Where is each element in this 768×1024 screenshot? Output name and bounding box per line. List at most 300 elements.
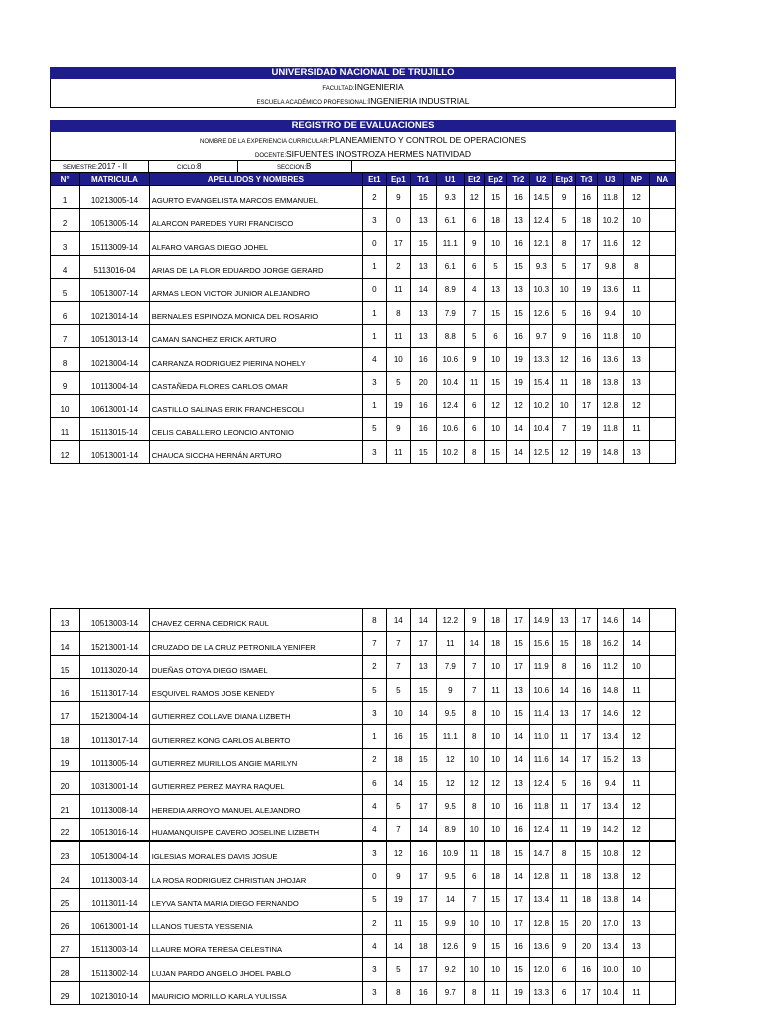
u2-cell: 9.7: [530, 325, 553, 348]
tr2-cell: 19: [507, 371, 530, 394]
tr3-cell: 19: [576, 818, 598, 841]
np-cell: 12: [623, 725, 649, 748]
table-row: [51, 632, 676, 655]
table-row: [51, 795, 676, 818]
ep2-cell: 15: [484, 888, 507, 911]
student-name-cell: HEREDIA ARROYO MANUEL ALEJANDRO: [149, 795, 362, 818]
ep2-cell: 10: [484, 958, 507, 981]
u1-cell: 8.8: [436, 325, 464, 348]
course-value: PLANEAMIENTO Y CONTROL DE OPERACIONES: [329, 135, 527, 145]
u1-cell: 9.5: [436, 795, 464, 818]
tr3-cell: 19: [576, 417, 598, 440]
np-cell: 11: [623, 417, 649, 440]
u3-cell: 17.0: [597, 911, 623, 934]
u3-cell: 14.6: [597, 702, 623, 725]
course-label: NOMBRE DE LA EXPERIENCIA CURRICULAR:: [199, 139, 330, 145]
u2-cell: 15.6: [530, 632, 553, 655]
student-name-cell: ARIAS DE LA FLOR EDUARDO JORGE GERARD: [149, 255, 362, 278]
ep1-cell: 8: [386, 301, 410, 324]
u2-cell: 14.7: [530, 841, 553, 864]
tr1-cell: 14: [410, 609, 436, 632]
tr2-cell: 14: [507, 865, 530, 888]
ep2-cell: 15: [484, 441, 507, 464]
student-name-cell: GUTIERREZ KONG CARLOS ALBERTO: [149, 725, 362, 748]
na-cell: [649, 888, 675, 911]
et2-cell: 10: [464, 911, 484, 934]
row-number-cell: 10: [51, 394, 80, 417]
row-number-cell: 23: [51, 841, 80, 864]
table-row: [51, 841, 676, 864]
student-id-cell: 10513013-14: [80, 325, 150, 348]
row-number-cell: 26: [51, 911, 80, 934]
u1-cell: 9.3: [436, 186, 464, 209]
column-header: Ep1: [386, 173, 410, 186]
tr1-cell: 13: [410, 255, 436, 278]
ep1-cell: 10: [386, 702, 410, 725]
na-cell: [649, 209, 675, 232]
u1-cell: 9.7: [436, 981, 464, 1004]
student-id-cell: 10113003-14: [80, 865, 150, 888]
column-header: U1: [436, 173, 464, 186]
tr1-cell: 15: [410, 232, 436, 255]
tr1-cell: 16: [410, 348, 436, 371]
u2-cell: 12.8: [530, 911, 553, 934]
u3-cell: 10.2: [597, 209, 623, 232]
ep1-cell: 5: [386, 958, 410, 981]
table-row: [51, 301, 676, 324]
tr1-cell: 16: [410, 841, 436, 864]
school-value: INGENIERIA INDUSTRIAL: [367, 96, 470, 106]
etp3-cell: 10: [553, 278, 576, 301]
et1-cell: 5: [362, 417, 386, 440]
na-cell: [649, 795, 675, 818]
et2-cell: 12: [464, 772, 484, 795]
tr2-cell: 17: [507, 888, 530, 911]
u1-cell: 6.1: [436, 209, 464, 232]
ep2-cell: 18: [484, 209, 507, 232]
u2-cell: 10.3: [530, 278, 553, 301]
etp3-cell: 5: [553, 255, 576, 278]
et1-cell: 0: [362, 232, 386, 255]
u2-cell: 12.5: [530, 441, 553, 464]
etp3-cell: 13: [553, 609, 576, 632]
course-line: [51, 134, 675, 148]
table-row: [51, 911, 676, 934]
et2-cell: 6: [464, 255, 484, 278]
table-row: [51, 865, 676, 888]
column-header: Ep2: [484, 173, 507, 186]
column-header: Et2: [464, 173, 484, 186]
ep1-cell: 5: [386, 678, 410, 701]
tr2-cell: 14: [507, 441, 530, 464]
et1-cell: 3: [362, 958, 386, 981]
student-name-cell: GUTIERREZ PEREZ MAYRA RAQUEL: [149, 772, 362, 795]
np-cell: 14: [623, 888, 649, 911]
row-number-cell: 3: [51, 232, 80, 255]
faculty-block: [50, 79, 676, 108]
tr3-cell: 17: [576, 748, 598, 771]
ep2-cell: 10: [484, 725, 507, 748]
etp3-cell: 5: [553, 772, 576, 795]
et1-cell: 4: [362, 935, 386, 958]
ep2-cell: 15: [484, 301, 507, 324]
tr3-cell: 18: [576, 888, 598, 911]
na-cell: [649, 371, 675, 394]
etp3-cell: 11: [553, 818, 576, 841]
u1-cell: 8.9: [436, 818, 464, 841]
etp3-cell: 12: [553, 348, 576, 371]
tr2-cell: 16: [507, 186, 530, 209]
student-name-cell: GUTIERREZ COLLAVE DIANA LIZBETH: [149, 702, 362, 725]
student-id-cell: 15113017-14: [80, 678, 150, 701]
np-cell: 13: [623, 911, 649, 934]
tr1-cell: 13: [410, 301, 436, 324]
u2-cell: 12.4: [530, 209, 553, 232]
tr3-cell: 16: [576, 772, 598, 795]
na-cell: [649, 255, 675, 278]
etp3-cell: 11: [553, 371, 576, 394]
et2-cell: 7: [464, 301, 484, 324]
student-name-cell: HUAMANQUISPE CAVERO JOSELINE LIZBETH: [149, 818, 362, 841]
u1-cell: 9.9: [436, 911, 464, 934]
ep2-cell: 15: [484, 935, 507, 958]
np-cell: 13: [623, 441, 649, 464]
etp3-cell: 11: [553, 795, 576, 818]
na-cell: [649, 772, 675, 795]
ep2-cell: 11: [484, 678, 507, 701]
np-cell: 14: [623, 632, 649, 655]
cycle-value: 8: [197, 162, 202, 171]
tr2-cell: 19: [507, 348, 530, 371]
et1-cell: 2: [362, 655, 386, 678]
u1-cell: 10.2: [436, 441, 464, 464]
na-cell: [649, 232, 675, 255]
u2-cell: 13.3: [530, 348, 553, 371]
student-name-cell: GUTIERREZ MURILLOS ANGIE MARILYN: [149, 748, 362, 771]
tr2-cell: 16: [507, 795, 530, 818]
na-cell: [649, 394, 675, 417]
table-row: [51, 394, 676, 417]
u3-cell: 14.6: [597, 609, 623, 632]
et1-cell: 3: [362, 441, 386, 464]
student-id-cell: 10213005-14: [80, 186, 150, 209]
np-cell: 10: [623, 301, 649, 324]
school-label: ESCUELA ACADÉMICO PROFESIONAL:: [256, 100, 368, 106]
ep2-cell: 10: [484, 702, 507, 725]
u3-cell: 13.8: [597, 371, 623, 394]
et2-cell: 9: [464, 232, 484, 255]
student-id-cell: 10613001-14: [80, 911, 150, 934]
student-id-cell: 5113016-04: [80, 255, 150, 278]
student-id-cell: 10113017-14: [80, 725, 150, 748]
ep1-cell: 8: [386, 981, 410, 1004]
u1-cell: 10.6: [436, 417, 464, 440]
etp3-cell: 8: [553, 841, 576, 864]
u1-cell: 11.1: [436, 725, 464, 748]
na-cell: [649, 417, 675, 440]
np-cell: 10: [623, 209, 649, 232]
etp3-cell: 15: [553, 632, 576, 655]
np-cell: 12: [623, 232, 649, 255]
table-row: [51, 209, 676, 232]
ep1-cell: 7: [386, 632, 410, 655]
tr1-cell: 18: [410, 935, 436, 958]
row-number-cell: 27: [51, 935, 80, 958]
student-id-cell: 10513005-14: [80, 209, 150, 232]
et2-cell: 11: [464, 371, 484, 394]
et1-cell: 0: [362, 278, 386, 301]
etp3-cell: 11: [553, 865, 576, 888]
faculty-label: FACULTAD:: [322, 86, 355, 92]
table-row: [51, 325, 676, 348]
et2-cell: 9: [464, 348, 484, 371]
u1-cell: 12.6: [436, 935, 464, 958]
row-number-cell: 25: [51, 888, 80, 911]
u1-cell: 10.6: [436, 348, 464, 371]
tr2-cell: 19: [507, 981, 530, 1004]
tr3-cell: 16: [576, 958, 598, 981]
column-header: NA: [649, 173, 675, 186]
u3-cell: 11.6: [597, 232, 623, 255]
et1-cell: 1: [362, 255, 386, 278]
et1-cell: 4: [362, 795, 386, 818]
tr2-cell: 13: [507, 278, 530, 301]
ep2-cell: 5: [484, 255, 507, 278]
u3-cell: 10.4: [597, 981, 623, 1004]
tr1-cell: 17: [410, 795, 436, 818]
ep2-cell: 13: [484, 278, 507, 301]
u2-cell: 11.6: [530, 748, 553, 771]
table-row: [51, 772, 676, 795]
table-row: [51, 678, 676, 701]
na-cell: [649, 186, 675, 209]
tr1-cell: 16: [410, 417, 436, 440]
column-header: NP: [623, 173, 649, 186]
student-name-cell: BERNALES ESPINOZA MONICA DEL ROSARIO: [149, 301, 362, 324]
u1-cell: 12: [436, 748, 464, 771]
student-name-cell: ESQUIVEL RAMOS JOSE KENEDY: [149, 678, 362, 701]
np-cell: 12: [623, 394, 649, 417]
tr2-cell: 12: [507, 394, 530, 417]
u3-cell: 11.8: [597, 186, 623, 209]
row-number-cell: 29: [51, 981, 80, 1004]
tr1-cell: 15: [410, 186, 436, 209]
table-row: [51, 702, 676, 725]
et1-cell: 2: [362, 748, 386, 771]
np-cell: 10: [623, 958, 649, 981]
student-id-cell: 15113015-14: [80, 417, 150, 440]
row-number-cell: 11: [51, 417, 80, 440]
u2-cell: 13.4: [530, 888, 553, 911]
table-row: [51, 725, 676, 748]
teacher-label: DOCENTE:: [255, 153, 287, 159]
ep1-cell: 7: [386, 818, 410, 841]
u1-cell: 11.1: [436, 232, 464, 255]
tr1-cell: 14: [410, 818, 436, 841]
row-number-cell: 24: [51, 865, 80, 888]
student-id-cell: 10513016-14: [80, 818, 150, 841]
row-number-cell: 16: [51, 678, 80, 701]
ep2-cell: 11: [484, 981, 507, 1004]
na-cell: [649, 632, 675, 655]
ep1-cell: 5: [386, 371, 410, 394]
na-cell: [649, 911, 675, 934]
ep2-cell: 18: [484, 841, 507, 864]
semester-value: 2017 - II: [97, 162, 128, 171]
et1-cell: 2: [362, 911, 386, 934]
u3-cell: 9.4: [597, 772, 623, 795]
ep2-cell: 10: [484, 232, 507, 255]
u2-cell: 14.9: [530, 609, 553, 632]
student-id-cell: 10313001-14: [80, 772, 150, 795]
u2-cell: 12.6: [530, 301, 553, 324]
tr2-cell: 15: [507, 958, 530, 981]
tr3-cell: 16: [576, 325, 598, 348]
tr1-cell: 17: [410, 958, 436, 981]
student-id-cell: 10513004-14: [80, 841, 150, 864]
tr1-cell: 15: [410, 772, 436, 795]
student-id-cell: 15213004-14: [80, 702, 150, 725]
u1-cell: 10.4: [436, 371, 464, 394]
u3-cell: 11.8: [597, 325, 623, 348]
ep1-cell: 14: [386, 935, 410, 958]
student-id-cell: 10113008-14: [80, 795, 150, 818]
u1-cell: 9.5: [436, 702, 464, 725]
u2-cell: 10.4: [530, 417, 553, 440]
student-id-cell: 10113004-14: [80, 371, 150, 394]
table-row: [51, 417, 676, 440]
tr3-cell: 17: [576, 725, 598, 748]
u1-cell: 14: [436, 888, 464, 911]
et1-cell: 3: [362, 371, 386, 394]
ep1-cell: 17: [386, 232, 410, 255]
etp3-cell: 6: [553, 958, 576, 981]
ep2-cell: 18: [484, 865, 507, 888]
etp3-cell: 11: [553, 888, 576, 911]
ep2-cell: 10: [484, 818, 507, 841]
tr1-cell: 15: [410, 748, 436, 771]
tr2-cell: 15: [507, 301, 530, 324]
tr3-cell: 16: [576, 186, 598, 209]
et2-cell: 9: [464, 609, 484, 632]
ep1-cell: 2: [386, 255, 410, 278]
course-block: [50, 132, 676, 160]
registry-title: REGISTRO DE EVALUACIONES: [50, 120, 676, 132]
tr2-cell: 17: [507, 655, 530, 678]
u2-cell: 10.6: [530, 678, 553, 701]
ep2-cell: 10: [484, 911, 507, 934]
u3-cell: 13.4: [597, 795, 623, 818]
et1-cell: 4: [362, 348, 386, 371]
ep1-cell: 9: [386, 417, 410, 440]
row-number-cell: 18: [51, 725, 80, 748]
ep1-cell: 10: [386, 348, 410, 371]
tr2-cell: 13: [507, 209, 530, 232]
tr2-cell: 15: [507, 702, 530, 725]
tr3-cell: 17: [576, 702, 598, 725]
tr3-cell: 20: [576, 935, 598, 958]
u2-cell: 14.5: [530, 186, 553, 209]
row-number-cell: 28: [51, 958, 80, 981]
row-number-cell: 7: [51, 325, 80, 348]
np-cell: 11: [623, 772, 649, 795]
et1-cell: 1: [362, 325, 386, 348]
et2-cell: 6: [464, 865, 484, 888]
tr1-cell: 15: [410, 911, 436, 934]
na-cell: [649, 981, 675, 1004]
ep1-cell: 14: [386, 772, 410, 795]
u3-cell: 11.2: [597, 655, 623, 678]
et1-cell: 1: [362, 394, 386, 417]
ep1-cell: 19: [386, 394, 410, 417]
ep1-cell: 5: [386, 795, 410, 818]
table-row: [51, 935, 676, 958]
tr1-cell: 17: [410, 865, 436, 888]
tr2-cell: 15: [507, 632, 530, 655]
student-name-cell: LEYVA SANTA MARIA DIEGO FERNANDO: [149, 888, 362, 911]
row-number-cell: 6: [51, 301, 80, 324]
tr1-cell: 17: [410, 888, 436, 911]
table-row: [51, 748, 676, 771]
et2-cell: 8: [464, 441, 484, 464]
u3-cell: 13.8: [597, 865, 623, 888]
na-cell: [649, 301, 675, 324]
student-id-cell: 15213001-14: [80, 632, 150, 655]
et2-cell: 7: [464, 678, 484, 701]
ep1-cell: 11: [386, 911, 410, 934]
u1-cell: 9.2: [436, 958, 464, 981]
u3-cell: 9.4: [597, 301, 623, 324]
ep2-cell: 10: [484, 417, 507, 440]
student-name-cell: CAMAN SANCHEZ ERICK ARTURO: [149, 325, 362, 348]
student-name-cell: CASTAÑEDA FLORES CARLOS OMAR: [149, 371, 362, 394]
tr2-cell: 14: [507, 417, 530, 440]
np-cell: 11: [623, 678, 649, 701]
na-cell: [649, 748, 675, 771]
etp3-cell: 14: [553, 678, 576, 701]
ep2-cell: 18: [484, 609, 507, 632]
et1-cell: 1: [362, 725, 386, 748]
et1-cell: 5: [362, 888, 386, 911]
tr3-cell: 16: [576, 678, 598, 701]
ep1-cell: 18: [386, 748, 410, 771]
table-row: [51, 609, 676, 632]
u1-cell: 11: [436, 632, 464, 655]
u2-cell: 11.4: [530, 702, 553, 725]
column-header: APELLIDOS Y NOMBRES: [149, 173, 362, 186]
u3-cell: 14.8: [597, 441, 623, 464]
et1-cell: 0: [362, 865, 386, 888]
np-cell: 8: [623, 255, 649, 278]
etp3-cell: 12: [553, 441, 576, 464]
column-header: U3: [597, 173, 623, 186]
et1-cell: 3: [362, 981, 386, 1004]
np-cell: 10: [623, 655, 649, 678]
table-row: [51, 655, 676, 678]
tr2-cell: 16: [507, 232, 530, 255]
tr1-cell: 16: [410, 394, 436, 417]
tr2-cell: 16: [507, 325, 530, 348]
na-cell: [649, 609, 675, 632]
u2-cell: 12.4: [530, 772, 553, 795]
np-cell: 13: [623, 348, 649, 371]
student-name-cell: CASTILLO SALINAS ERIK FRANCHESCOLI: [149, 394, 362, 417]
na-cell: [649, 702, 675, 725]
ep2-cell: 10: [484, 748, 507, 771]
student-id-cell: 10113005-14: [80, 748, 150, 771]
student-name-cell: CRUZADO DE LA CRUZ PETRONILA YENIFER: [149, 632, 362, 655]
u3-cell: 10.0: [597, 958, 623, 981]
